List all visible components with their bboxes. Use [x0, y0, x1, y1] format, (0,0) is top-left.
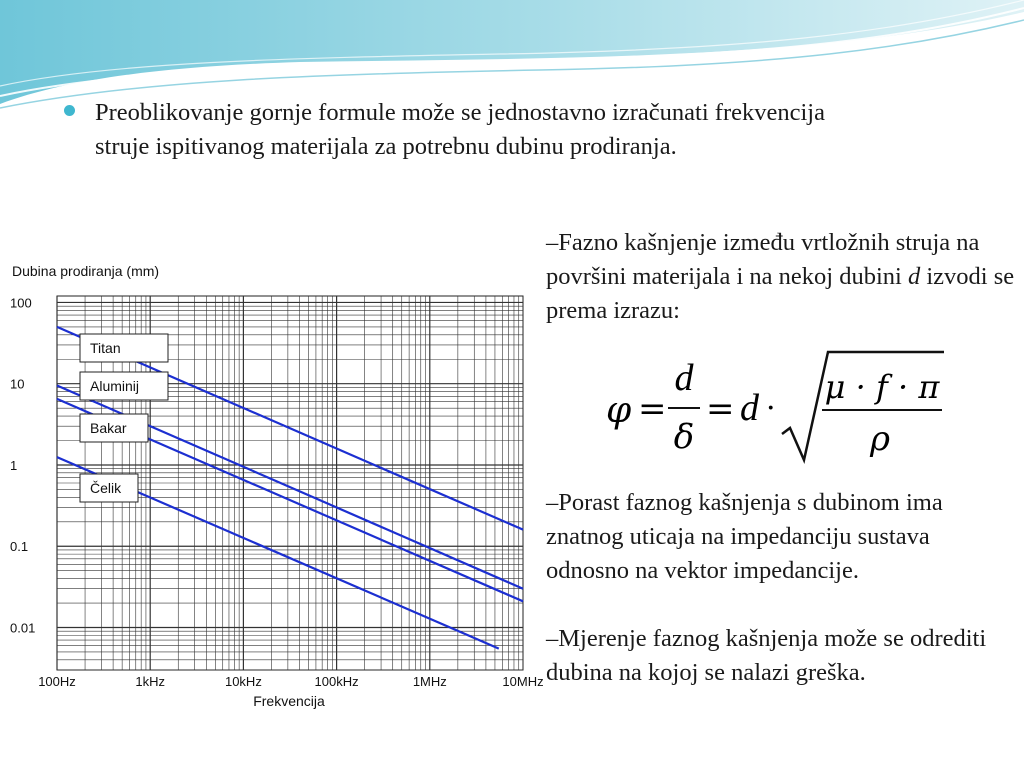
phase-delay-paragraph — [546, 226, 1018, 328]
x-tick-label: 10MHz — [502, 674, 544, 689]
formula-eq-1: = — [638, 389, 667, 429]
formula-eq-2: = — [706, 389, 735, 429]
x-tick-label: 100Hz — [38, 674, 76, 689]
series-label-bakar: Bakar — [90, 420, 127, 436]
formula-radicand-denominator: ρ — [870, 419, 890, 459]
y-tick-label: 0.01 — [10, 620, 36, 636]
formula-phi: φ — [606, 390, 632, 431]
depth-variable: d — [907, 263, 921, 290]
x-tick-label: 10kHz — [224, 674, 262, 689]
phase-formula — [592, 338, 950, 478]
x-tick-label: 1kHz — [135, 674, 166, 689]
penetration-depth-chart — [0, 252, 548, 726]
formula-radicand-numerator: μ · f · π — [824, 368, 940, 406]
impedance-paragraph: –Porast faznog kašnjenja s dubinom ima znatnog uticaja na impedanciju sustava odnosno na vektor impedancije. — [546, 489, 943, 584]
y-tick-label: 100 — [10, 295, 32, 311]
chart-title: Dubina prodiranja (mm) — [12, 263, 160, 279]
chart-xlabel: Frekvencija — [253, 693, 325, 709]
y-tick-label: 10 — [10, 376, 25, 392]
formula-d: d — [740, 387, 759, 429]
formula-numerator-d: d — [674, 357, 694, 399]
formula-svg — [592, 338, 950, 478]
formula-dot: · — [766, 391, 776, 426]
bullet-dot-icon — [64, 105, 75, 116]
bullet-text: Preoblikovanje gornje formule može se jednostavno izračunati frekvencija struje ispitivanog materijala za potrebnu dubinu prodiranja. — [95, 99, 825, 160]
formula-denominator-delta: δ — [673, 417, 695, 457]
measurement-paragraph: –Mjerenje faznog kašnjenja može se odrediti dubina na kojoj se nalazi greška. — [546, 625, 987, 686]
chart-svg — [0, 252, 548, 726]
y-tick-label: 1 — [10, 457, 18, 473]
series-label-titan: Titan — [90, 340, 121, 356]
x-tick-label: 1MHz — [412, 674, 447, 689]
phase-delay-tail: izvodi se prema izrazu: — [546, 263, 1015, 324]
series-label-čelik: Čelik — [90, 480, 122, 496]
series-label-aluminij: Aluminij — [90, 378, 140, 394]
y-tick-label: 0.1 — [10, 539, 29, 555]
phase-delay-text: –Fazno kašnjenje između vrtložnih struja na površini materijala i na nekoj dubini — [546, 229, 980, 290]
x-tick-label: 100kHz — [314, 674, 359, 689]
